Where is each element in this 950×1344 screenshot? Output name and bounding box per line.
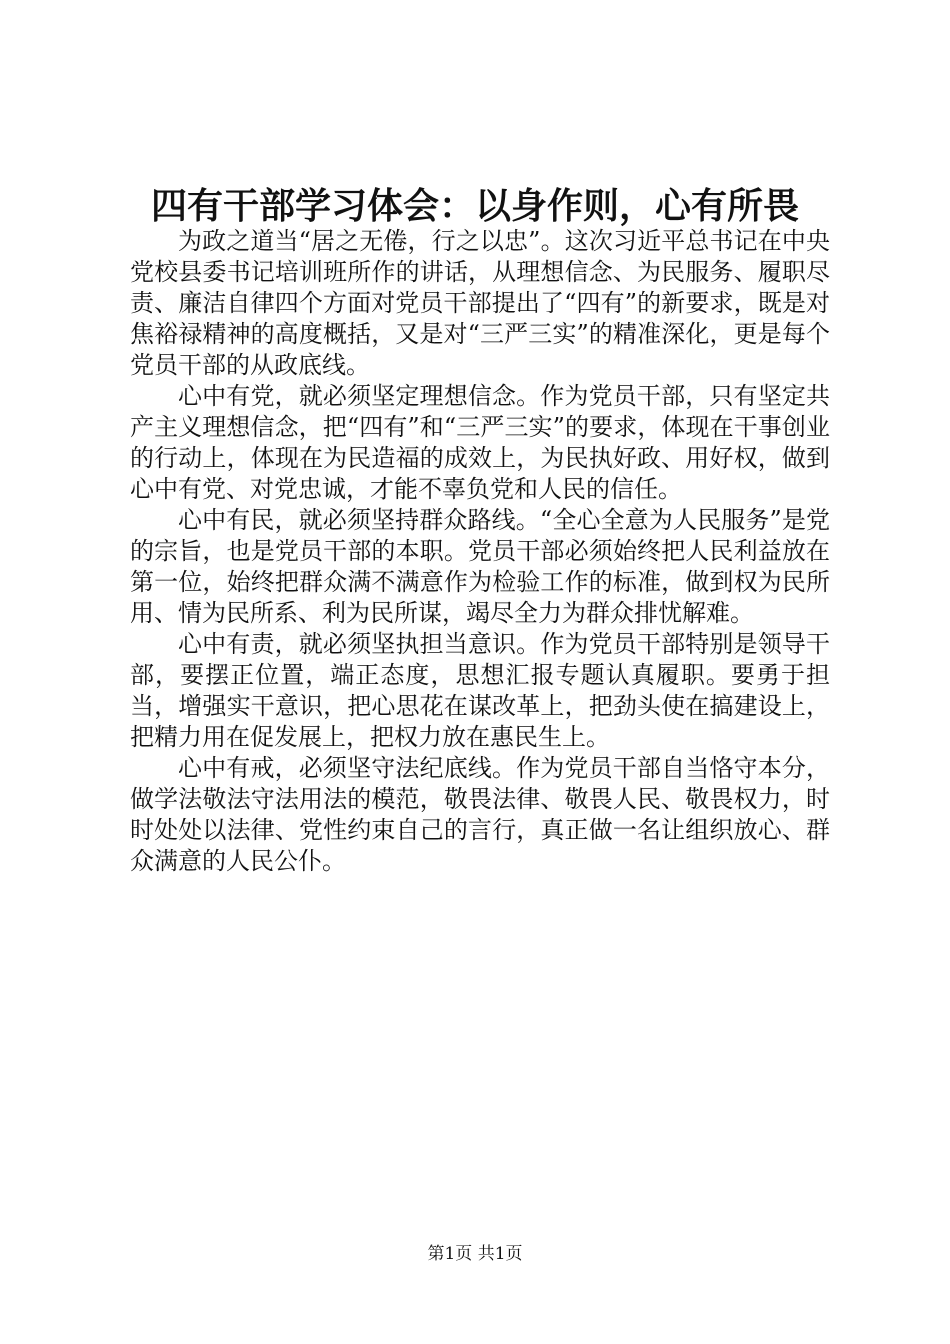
- paragraph: 心中有党，就必须坚定理想信念。作为党员干部，只有坚定共产主义理想信念，把“四有”和“三严三实”的要求，体现在干事创业的行动上，体现在为民造福的成效上，为民执好政、用好权，做到心中有党、对党忠诚，才能不辜负党和人民的信任。: [130, 382, 830, 503]
- page-footer: 第1页 共1页: [427, 1244, 523, 1264]
- paragraph: 心中有责，就必须坚执担当意识。作为党员干部特别是领导干部，要摆正位置，端正态度，思想汇报专题认真履职。要勇于担当，增强实干意识，把心思花在谋改革上，把劲头使在搞建设上，把精力用在促发展上，把权力放在惠民生上。: [130, 630, 830, 751]
- document-body: [130, 226, 830, 877]
- document-title: 四有干部学习体会：以身作则，心有所畏: [150, 186, 799, 227]
- paragraph: 心中有民，就必须坚持群众路线。“全心全意为人民服务”是党的宗旨，也是党员干部的本职。党员干部必须始终把人民利益放在第一位，始终把群众满不满意作为检验工作的标准，做到权为民所用、情为民所系、利为民所谋，竭尽全力为群众排忧解难。: [130, 506, 830, 627]
- paragraph: 为政之道当“居之无倦，行之以忠”。这次习近平总书记在中央党校县委书记培训班所作的讲话，从理想信念、为民服务、履职尽责、廉洁自律四个方面对党员干部提出了“四有”的新要求，既是对焦裕禄精神的高度概括，又是对“三严三实”的精准深化，更是每个党员干部的从政底线。: [130, 227, 830, 379]
- paragraph: 心中有戒，必须坚守法纪底线。作为党员干部自当恪守本分，做学法敬法守法用法的模范，敬畏法律、敬畏人民、敬畏权力，时时处处以法律、党性约束自己的言行，真正做一名让组织放心、群众满意的人民公仆。: [130, 754, 830, 875]
